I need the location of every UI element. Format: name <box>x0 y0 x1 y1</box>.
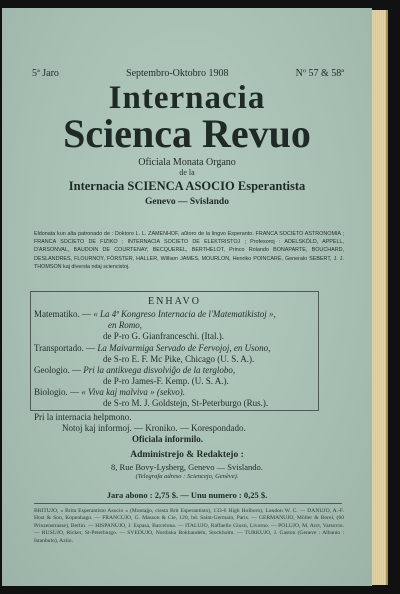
association-name: Internacia SCIENCA ASOCIO Esperantista <box>68 179 306 193</box>
page-edges <box>372 10 388 585</box>
contents-item: Biologio. — « Viva kaj malviva » (sekvo). <box>34 387 186 397</box>
subscription-prices: Jara abono : 2,75 $. — Unu numero : 0,25 $. <box>106 490 268 500</box>
issue-header <box>32 68 344 79</box>
contents-section: Geologio. <box>34 365 70 375</box>
contents-help-line: Pri la internacia helpmono. <box>34 412 132 422</box>
date-label: Septembro-Oktobro 1908 <box>126 68 229 79</box>
contents-title: « Viva kaj malviva » (sekvo). <box>81 387 186 397</box>
admin-address: 8, Rue Bovy-Lysberg, Genevo — Svislando. <box>111 462 263 472</box>
contents-author: de P-ro G. Gianfranceschi. (Ital.). <box>103 331 224 341</box>
agents-list: BRITUJO, « Brita Esperantisto Asocio » (Montaĝo, ciesta Brit Esperantisto), 133-6 High Holborn), London W. C. — DANUJO, A.-F. Host & Son, Kopenhago. — FRANCUJO, G. Masson & Cie, 120, bd. Saint-Germain, Paris. — GERMANUJO, Möller & Borel, (60 Prinzenstrasse), Berlin. — HISPANUJO, J. Espasa, Barcelona. — ITALUJO, Raffaello Giusti, Livorno. — POLUJO, M. Arct, Varsovio. — RUSUJO, Ricker, St-Peterburgo. — SVEDUJO, Nordiska Bokhandeln, Stockholm. — TURKUJO, J. Gaston (Geneve : Albanio : Istanbulo), Aziio. <box>34 508 344 544</box>
contents-box <box>30 291 319 411</box>
de-la: de la <box>179 168 195 177</box>
contents-author: de S-ro M. J. Goldstejn, St-Peterburgo (Rus.). <box>103 398 269 408</box>
divider <box>34 503 342 504</box>
contents-title-cont: en Romo, <box>108 320 142 330</box>
contents-title: La Maivarmiga Servado de Fervojoj, en Usono, <box>97 343 271 353</box>
journal-cover <box>2 8 372 586</box>
contents-official-line: Oficiala informilo. <box>132 434 203 444</box>
contents-item: Transportado. — La Maivarmiga Servado de Fervojoj, en Usono, <box>34 343 271 353</box>
contents-item: Matematiko. — « La 4ª Kongreso Internacia de l'Matematikistoj », <box>34 309 276 319</box>
contents-title: « La 4ª Kongreso Internacia de l'Matematikistoj », <box>93 309 276 319</box>
contents-section: Matematiko. <box>34 309 80 319</box>
title-line-2: Scienca Revuo <box>63 111 311 156</box>
admin-telegraph: (Telegrafa adreso : Sciencejo, Genève). <box>135 473 239 480</box>
place: Genevo — Svislando <box>145 197 229 207</box>
contents-section: Biologio. <box>34 387 68 397</box>
patronage-text: Eldonata kun alta patronado de : Doktoro L. L. ZAMENHOF, aŭtoro de la lingvo Esperanto. FRANCA SOCIETO ASTRONOMIA ; FRANCA SOCIETO DE FIZIKO ; INTERNACIA SOCIETO DE ELEKTRISTOJ ; Profesoroj : ADELSKÖLD, APPELL, D'ARSONVAL, BAUDOIN DE COURTENAY, BECQUEREL, BERTHELOT, Princo Rolando BONAPARTE, BOUCHARD, DESLANDRES, FLOURNOY, FÖRSTER, HALLER, William JAMES, MOURLON, Henriko POINCARÉ, Generalo SEBERT, J. J. THOMSON kaj diversla ndaj sciencistoj. <box>34 231 344 270</box>
contents-item: Geologio. — Pri la antikvega disvolviĝo de la terglobo, <box>34 365 236 375</box>
admin-heading: Administrejo & Redaktejo : <box>130 450 244 460</box>
contents-section: Transportado. <box>34 343 84 353</box>
issue-number: Nº 57 & 58ª <box>295 68 344 79</box>
official-organ: Oficiala Monata Organo <box>138 157 236 168</box>
contents-title: Pri la antikvega disvolviĝo de la terglobo, <box>83 365 236 375</box>
contents-author: de P-ro James-F. Kemp. (U. S. A.). <box>103 376 229 386</box>
year-label: 5ª Jaro <box>32 68 59 79</box>
contents-heading: ENHAVO <box>148 296 201 307</box>
contents-author: de S-ro E. F. Mc Pike, Chicago (U. S. A.). <box>103 354 255 364</box>
title-line-1: Internacia <box>108 80 266 116</box>
contents-misc-line: Notoj kaj informoj. — Kroniko. — Korespondado. <box>62 423 246 433</box>
